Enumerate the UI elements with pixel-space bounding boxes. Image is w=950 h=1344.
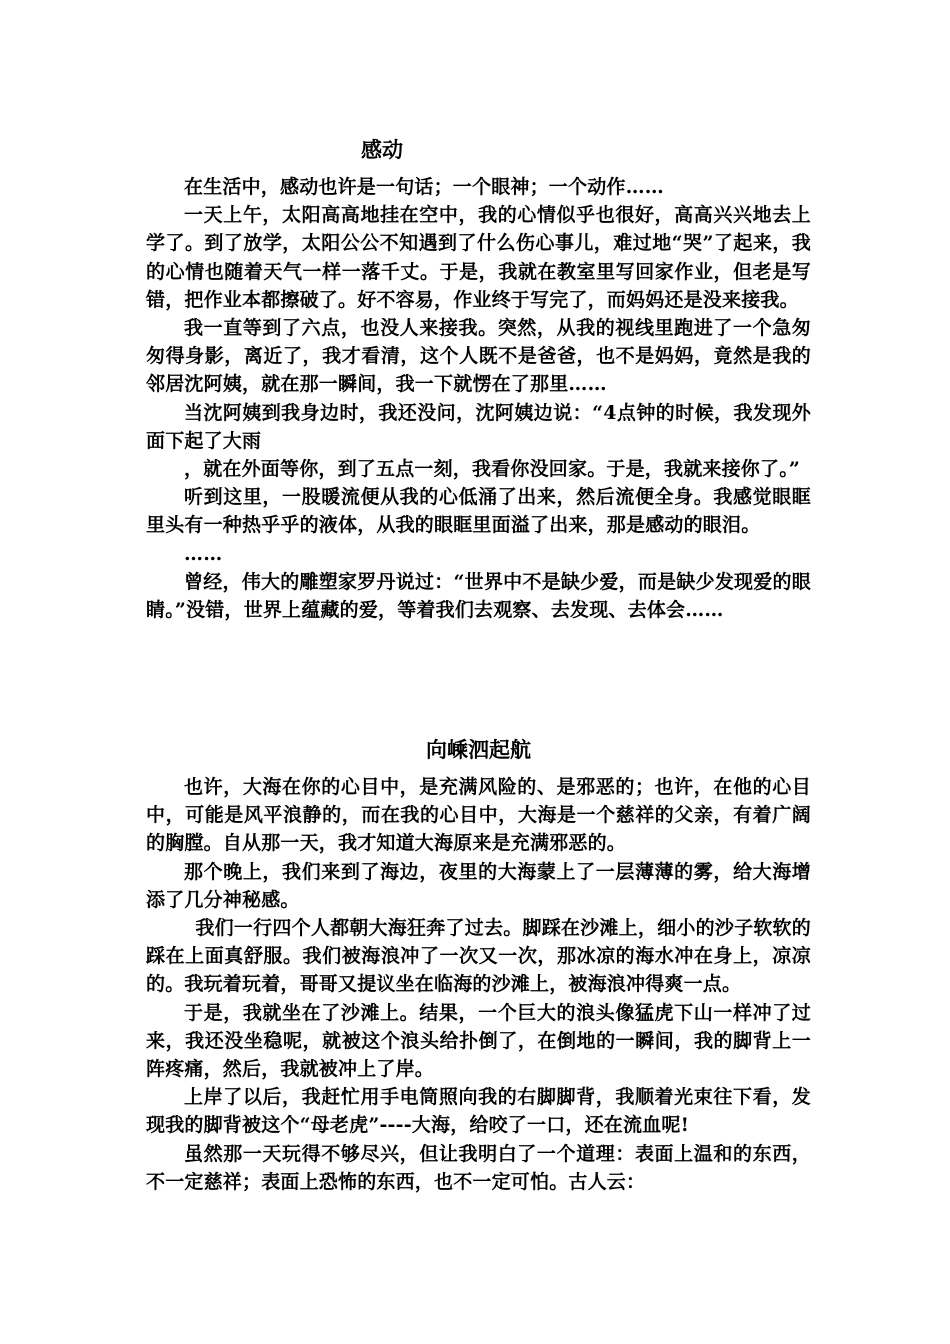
paragraph: 那个晚上，我们来到了海边，夜里的大海蒙上了一层薄薄的雾，给大海增添了几分神秘感。 — [146, 860, 811, 911]
paragraph: 我一直等到了六点，也没人来接我。突然，从我的视线里跑进了一个急匆匆得身影，离近了，我才看清，这个人既不是爸爸，也不是妈妈，竟然是我的邻居沈阿姨，就在那一瞬间，我一下就愣在了那里…… — [146, 317, 811, 396]
essay-title: 向嵊泗起航 — [426, 737, 531, 762]
paragraph: 上岸了以后，我赶忙用手电筒照向我的右脚脚背，我顺着光束往下看，发现我的脚背被这个“母老虎”----大海，给咬了一口，还在流血呢! — [146, 1086, 811, 1137]
paragraph: 在生活中，感动也许是一句话；一个眼神；一个动作…… — [184, 176, 665, 198]
essay-xiang-shengsi-qihang — [146, 733, 811, 1196]
paragraph: …… — [184, 542, 223, 565]
paragraph: ，就在外面等你，到了五点一刻，我看你没回家。于是，我就来接你了。” — [184, 458, 801, 481]
paragraph: 我们一行四个人都朝大海狂奔了过去。脚踩在沙滩上，细小的沙子软软的踩在上面真舒服。我们被海浪冲了一次又一次，那冰凉的海水冲在身上，凉凉的。我玩着玩着，哥哥又提议坐在临海的沙滩上，被海浪冲得爽一点。 — [146, 917, 811, 996]
essay-gandong — [146, 133, 811, 624]
paragraph: 于是，我就坐在了沙滩上。结果，一个巨大的浪头像猛虎下山一样冲了过来，我还没坐稳呢，就被这个浪头给扑倒了，在倒地的一瞬间，我的脚背上一阵疼痛，然后，我就被冲上了岸。 — [146, 1001, 811, 1081]
paragraph: 当沈阿姨到我身边时，我还没问，沈阿姨边说：“4点钟的时候，我发现外面下起了大雨 — [146, 401, 811, 452]
paragraph: 一天上午，太阳高高地挂在空中，我的心情似乎也很好，高高兴兴地去上学了。到了放学，太阳公公不知遇到了什么伤心事儿，难过地“哭”了起来，我的心情也随着天气一样一落千丈。于是，我就在教室里写回家作业，但老是写错，把作业本都擦破了。好不容易，作业终于写完了，而妈妈还是没来接我。 — [146, 204, 811, 311]
paragraph: 虽然那一天玩得不够尽兴，但让我明白了一个道理：表面上温和的东西，不一定慈祥；表面上恐怖的东西，也不一定可怕。古人云： — [146, 1142, 811, 1193]
essay-title: 感动 — [361, 137, 403, 162]
paragraph: 也许，大海在你的心目中，是充满风险的、是邪恶的；也许，在他的心目中，可能是风平浪静的，而在我的心目中，大海是一个慈祥的父亲，有着广阔的胸膛。自从那一天，我才知道大海原来是充满邪恶的。 — [146, 776, 811, 855]
paragraph: 曾经，伟大的雕塑家罗丹说过：“世界中不是缺少爱，而是缺少发现爱的眼睛。”没错，世界上蕴藏的爱，等着我们去观察、去发现、去体会…… — [146, 570, 811, 622]
paragraph: 听到这里，一股暖流便从我的心低涌了出来，然后流便全身。我感觉眼眶里头有一种热乎乎的液体，从我的眼眶里面溢了出来，那是感动的眼泪。 — [146, 486, 811, 537]
